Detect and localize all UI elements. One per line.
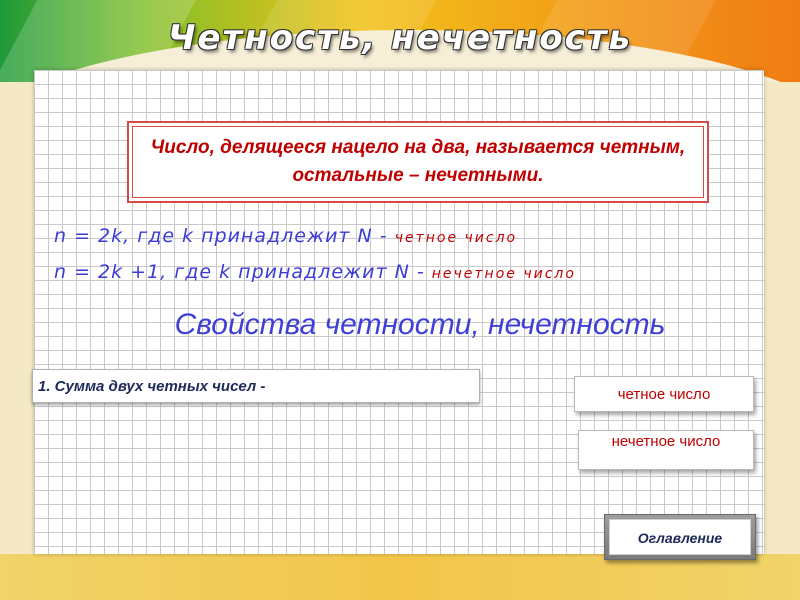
formula-odd-tail: нечетное число — [431, 266, 576, 282]
formula-even — [54, 225, 754, 247]
formula-even-tail: четное число — [394, 230, 518, 246]
answer-odd-button[interactable]: нечетное число — [578, 430, 754, 470]
formula-odd — [54, 261, 754, 283]
question-box: 1. Сумма двух четных чисел - — [32, 369, 480, 403]
formula-odd-main: n = 2k +1, где k принадлежит N - — [54, 261, 432, 283]
table-of-contents-label: Оглавление — [609, 519, 751, 555]
definition-text: Число, делящееся нацело на два, называется четным, остальные – нечетными. — [150, 137, 686, 186]
definition-box — [127, 121, 709, 203]
slide-title: Четность, нечетность — [167, 18, 633, 58]
properties-heading: Свойства четности, нечетность — [174, 308, 666, 341]
formula-even-main: n = 2k, где k принадлежит N - — [54, 225, 395, 247]
table-of-contents-button[interactable] — [604, 514, 756, 560]
footer-band — [0, 554, 800, 600]
answer-even-button[interactable]: четное число — [574, 376, 754, 412]
